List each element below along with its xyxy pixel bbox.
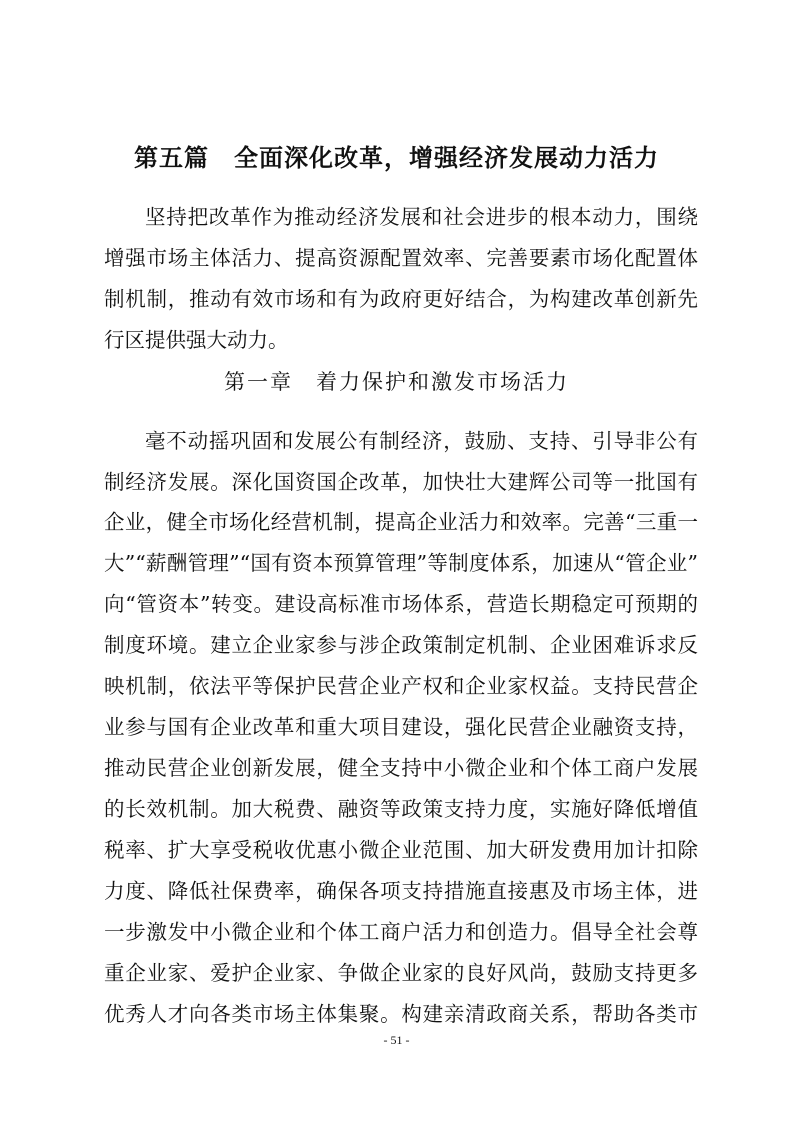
body-line: 制经济发展。深化国资国企改革，加快壮大建辉公司等一批国有: [104, 470, 698, 494]
body-line: 映机制，依法平等保护民营企业产权和企业家权益。支持民营企: [104, 674, 698, 698]
body-line: 税率、扩大享受税收优惠小微企业范围、加大研发费用加计扣除: [104, 838, 698, 862]
intro-line: 制机制，推动有效市场和有为政府更好结合，为构建改革创新先: [104, 287, 698, 311]
body-line: 大”“薪酬管理”“国有资本预算管理”等制度体系，加速从“管企业”: [104, 551, 698, 575]
chapter-title: 第一章 着力保护和激发市场活力: [224, 370, 569, 394]
part-title: 第五篇 全面深化改革，增强经济发展动力活力: [134, 144, 659, 172]
body-line: 重企业家、爱护企业家、争做企业家的良好风尚，鼓励支持更多: [104, 961, 698, 985]
body-line: 优秀人才向各类市场主体集聚。构建亲清政商关系，帮助各类市: [104, 1002, 698, 1026]
body-line: 企业，健全市场化经营机制，提高企业活力和效率。完善“三重一: [104, 510, 698, 534]
body-line: 推动民营企业创新发展，健全支持中小微企业和个体工商户发展: [104, 756, 698, 780]
intro-line: 增强市场主体活力、提高资源配置效率、完善要素市场化配置体: [104, 246, 698, 270]
intro-line: 坚持把改革作为推动经济发展和社会进步的根本动力，围绕: [145, 205, 698, 229]
body-line: 制度环境。建立企业家参与涉企政策制定机制、企业困难诉求反: [104, 633, 698, 657]
body-line: 业参与国有企业改革和重大项目建设，强化民营企业融资支持，: [104, 715, 698, 739]
page-number: - 51 -: [383, 1033, 410, 1047]
body-line: 的长效机制。加大税费、融资等政策支持力度，实施好降低增值: [104, 797, 698, 821]
body-line: 毫不动摇巩固和发展公有制经济，鼓励、支持、引导非公有: [145, 429, 698, 453]
intro-line: 行区提供强大动力。: [104, 328, 289, 352]
body-line: 一步激发中小微企业和个体工商户活力和创造力。倡导全社会尊: [104, 920, 698, 944]
body-line: 向“管资本”转变。建设高标准市场体系，营造长期稳定可预期的: [104, 592, 698, 616]
body-line: 力度、降低社保费率，确保各项支持措施直接惠及市场主体，进: [104, 879, 698, 903]
